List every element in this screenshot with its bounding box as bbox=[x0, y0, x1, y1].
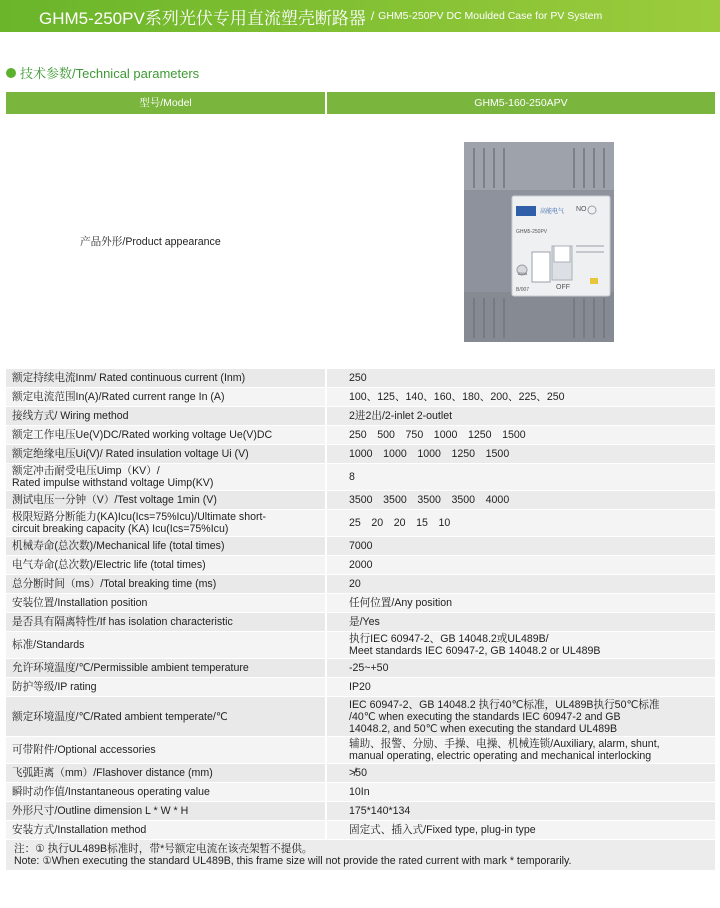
spec-value: -25~+50 bbox=[326, 659, 715, 678]
spec-value: 250 bbox=[326, 369, 715, 388]
table-row bbox=[6, 783, 715, 802]
table-row bbox=[6, 464, 715, 491]
note-row bbox=[6, 840, 715, 871]
spec-value: 100、125、140、160、180、200、225、250 bbox=[326, 388, 715, 407]
banner-title-cn: GHM5-250PV系列光伏专用直流塑壳断路器 bbox=[39, 8, 366, 28]
table-row bbox=[6, 510, 715, 537]
table-row bbox=[6, 426, 715, 445]
spec-label: 可带附件/Optional accessories bbox=[6, 737, 326, 764]
spec-value: 250 500 750 1000 1250 1500 bbox=[326, 426, 715, 445]
breaker-image bbox=[464, 142, 614, 342]
table-row bbox=[6, 764, 715, 783]
spec-label: 测试电压一分钟（V）/Test voltage 1min (V) bbox=[6, 491, 326, 510]
spec-label: 安装方式/Installation method bbox=[6, 821, 326, 840]
model-header-value: GHM5-160-250APV bbox=[326, 92, 715, 115]
spec-label: 总分断时间（ms）/Total breaking time (ms) bbox=[6, 575, 326, 594]
table-row bbox=[6, 659, 715, 678]
section-heading bbox=[6, 63, 199, 82]
table-row bbox=[6, 575, 715, 594]
spec-label: 防护等级/IP rating bbox=[6, 678, 326, 697]
spec-value: 任何位置/Any position bbox=[326, 594, 715, 613]
spec-value: 8 bbox=[326, 464, 715, 491]
spec-value: 20 bbox=[326, 575, 715, 594]
table-row bbox=[6, 678, 715, 697]
appearance-row bbox=[6, 115, 715, 369]
table-row bbox=[6, 556, 715, 575]
table-row bbox=[6, 737, 715, 764]
spec-value: 10In bbox=[326, 783, 715, 802]
breaker-side-text: B/007 bbox=[516, 286, 530, 293]
spec-label: 额定工作电压Ue(V)DC/Rated working voltage Ue(V)DC bbox=[6, 426, 326, 445]
table-row bbox=[6, 537, 715, 556]
spec-label: 外形尺寸/Outline dimension L * W * H bbox=[6, 802, 326, 821]
spec-label: 安装位置/Installation position bbox=[6, 594, 326, 613]
table-row bbox=[6, 407, 715, 426]
spec-value: IEC 60947-2、GB 14048.2 执行40℃标准，UL489B执行50℃标准 /40℃ when executing the standards IEC 60947-2 and GB 14048.2, and 50℃ when executing the standard UL489B bbox=[326, 697, 715, 737]
spec-value: IP20 bbox=[326, 678, 715, 697]
banner-title-en: GHM5-250PV DC Moulded Case for PV System bbox=[378, 10, 603, 22]
appearance-label: 产品外形/Product appearance bbox=[6, 115, 326, 369]
spec-value: 是/Yes bbox=[326, 613, 715, 632]
spec-label: 允许环境温度/℃/Permissible ambient temperature bbox=[6, 659, 326, 678]
breaker-illustration bbox=[464, 142, 614, 342]
breaker-brand-text: 高能电气 bbox=[540, 208, 565, 215]
banner-separator: / bbox=[370, 9, 375, 23]
spec-value: 25 20 20 15 10 bbox=[326, 510, 715, 537]
spec-label: 是否具有隔离特性/If has isolation characteristic bbox=[6, 613, 326, 632]
table-row bbox=[6, 613, 715, 632]
spec-value: 175*140*134 bbox=[326, 802, 715, 821]
spec-value: 执行IEC 60947-2、GB 14048.2或UL489B/ Meet standards IEC 60947-2, GB 14048.2 or UL489B bbox=[326, 632, 715, 659]
table-row bbox=[6, 445, 715, 464]
note-text: 注：① 执行UL489B标准时，带*号额定电流在该壳架暂不提供。 Note: ①When executing the standard UL489B, this frame size will not provide the rated current with mark * temporarily. bbox=[6, 840, 715, 871]
table-header-row bbox=[6, 92, 715, 115]
table-row bbox=[6, 369, 715, 388]
spec-label: 瞬时动作值/Instantaneous operating value bbox=[6, 783, 326, 802]
spec-value: 固定式、插入式/Fixed type, plug-in type bbox=[326, 821, 715, 840]
spec-value: 2进2出/2-inlet 2-outlet bbox=[326, 407, 715, 426]
spec-label: 接线方式/ Wiring method bbox=[6, 407, 326, 426]
spec-label: 额定电流范围In(A)/Rated current range In (A) bbox=[6, 388, 326, 407]
spec-label: 额定环境温度/℃/Rated ambient temperate/℃ bbox=[6, 697, 326, 737]
spec-label: 机械寿命(总次数)/Mechanical life (total times) bbox=[6, 537, 326, 556]
spec-label: 额定绝缘电压Ui(V)/ Rated insulation voltage Ui (V) bbox=[6, 445, 326, 464]
appearance-image-cell bbox=[326, 115, 715, 369]
model-header-label: 型号/Model bbox=[6, 92, 326, 115]
section-title: 技术参数/Technical parameters bbox=[20, 66, 200, 81]
spec-label: 额定冲击耐受电压Uimp（KV）/ Rated impulse withstand voltage Uimp(KV) bbox=[6, 464, 326, 491]
spec-label: 标准/Standards bbox=[6, 632, 326, 659]
spec-value: 3500 3500 3500 3500 4000 bbox=[326, 491, 715, 510]
breaker-model-text: GHM5-250PV bbox=[516, 228, 548, 235]
spec-label: 额定持续电流Inm/ Rated continuous current (Inm) bbox=[6, 369, 326, 388]
spec-value: 7000 bbox=[326, 537, 715, 556]
breaker-rating-text: 250A bbox=[518, 270, 528, 276]
table-row bbox=[6, 802, 715, 821]
table-row bbox=[6, 821, 715, 840]
table-row bbox=[6, 594, 715, 613]
spec-value: ≯50 bbox=[326, 764, 715, 783]
spec-label: 电气寿命(总次数)/Electric life (total times) bbox=[6, 556, 326, 575]
spec-value: 辅助、报警、分励、手操、电操、机械连锁/Auxiliary, alarm, shunt, manual operating, electric operating and mechanical interlocking bbox=[326, 737, 715, 764]
spec-label: 飞弧距离（mm）/Flashover distance (mm) bbox=[6, 764, 326, 783]
breaker-state-on: NO bbox=[576, 205, 587, 213]
spec-label: 极限短路分断能力(KA)Icu(Ics=75%Icu)/Ultimate short- circuit breaking capacity (KA) Icu(Ics=75%Icu) bbox=[6, 510, 326, 537]
table-row bbox=[6, 632, 715, 659]
table-row bbox=[6, 491, 715, 510]
spec-value: 1000 1000 1000 1250 1500 bbox=[326, 445, 715, 464]
table-row bbox=[6, 697, 715, 737]
breaker-state-off: OFF bbox=[556, 283, 570, 291]
table-row bbox=[6, 388, 715, 407]
title-banner bbox=[0, 0, 720, 32]
spec-value: 2000 bbox=[326, 556, 715, 575]
spec-table bbox=[6, 92, 715, 871]
bullet-icon bbox=[6, 68, 16, 78]
